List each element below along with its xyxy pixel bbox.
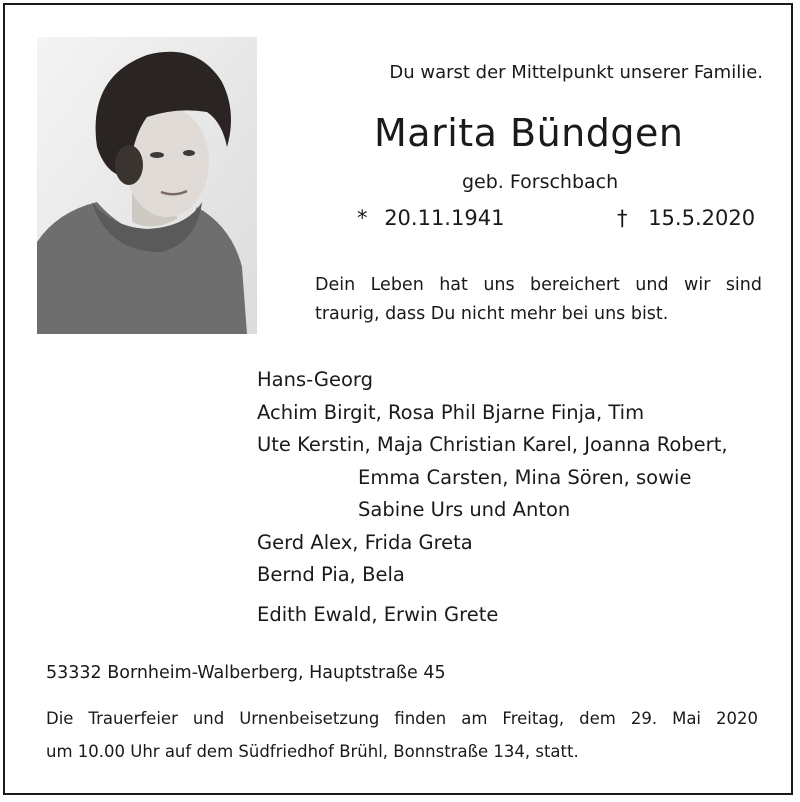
verse-line: traurig, dass Du nicht mehr bei uns bist. <box>315 304 669 324</box>
deceased-name: Marita Bündgen <box>374 111 684 155</box>
family-member-line: Gerd Alex, Frida Greta <box>257 531 473 554</box>
family-member-line: Emma Carsten, Mina Sören, sowie <box>358 466 692 489</box>
family-address: 53332 Bornheim-Walberberg, Hauptstraße 45 <box>46 663 446 683</box>
family-member-line: Edith Ewald, Erwin Grete <box>257 603 499 626</box>
notice-line: Die Trauerfeier und Urnenbeisetzung finden am Freitag, dem 29. Mai 2020 <box>46 709 758 728</box>
portrait-photo <box>37 37 257 334</box>
death-date <box>617 206 755 230</box>
family-member-line: Achim Birgit, Rosa Phil Bjarne Finja, Tim <box>257 401 645 424</box>
death-symbol: † <box>617 206 628 230</box>
family-member-line: Hans-Georg <box>257 368 373 391</box>
birth-symbol: * <box>357 206 368 230</box>
family-member-line: Bernd Pia, Bela <box>257 563 405 586</box>
birth-date <box>357 206 504 230</box>
notice-line: um 10.00 Uhr auf dem Südfriedhof Brühl, Bonnstraße 134, statt. <box>46 742 579 761</box>
family-member-line: Sabine Urs und Anton <box>358 498 571 521</box>
memorial-verse <box>315 271 762 329</box>
family-member-line: Ute Kerstin, Maja Christian Karel, Joanna Robert, <box>257 433 728 456</box>
funeral-notice <box>46 702 758 768</box>
birth-date-value: 20.11.1941 <box>384 206 505 230</box>
memorial-quote: Du warst der Mittelpunkt unserer Familie. <box>389 62 763 83</box>
maiden-name: geb. Forschbach <box>462 171 619 193</box>
death-date-value: 15.5.2020 <box>648 206 756 230</box>
verse-line: Dein Leben hat uns bereichert und wir sind <box>315 275 762 295</box>
